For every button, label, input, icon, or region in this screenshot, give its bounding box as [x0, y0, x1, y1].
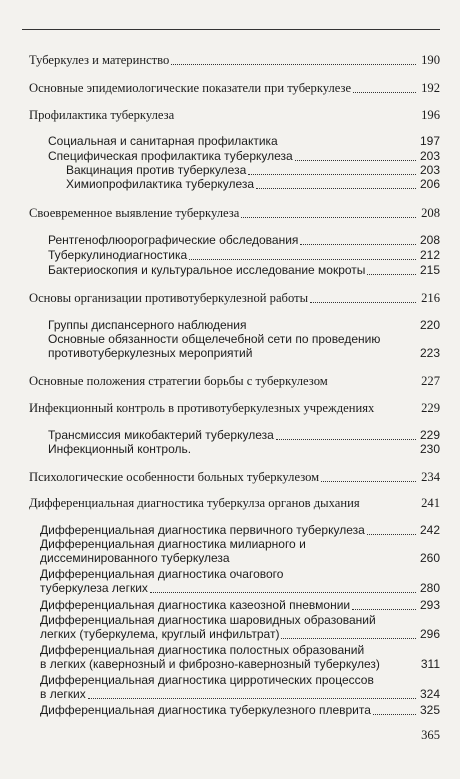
- dot-leader: [241, 216, 416, 218]
- toc-page-number: 223: [419, 346, 440, 360]
- toc-entry-title: Дифференциальная диагностика туберкулза органов дыхания: [29, 496, 360, 510]
- toc-entry-title: Основы организации противотуберкулезной работы: [29, 291, 309, 305]
- toc-entry-title: диссеминированного туберкулеза: [40, 551, 230, 565]
- toc-page-number: 293: [419, 598, 440, 612]
- toc-entry-title: Профилактика туберкулеза: [29, 108, 175, 122]
- toc-entry-title: Инфекционный контроль.: [48, 442, 192, 456]
- toc-entry-title: Своевременное выявление туберкулеза: [29, 206, 240, 220]
- toc-entry: [40, 567, 440, 595]
- toc-entry: [48, 233, 440, 247]
- top-rule: [22, 29, 440, 30]
- toc-entry: [29, 81, 440, 95]
- toc-entry: [48, 332, 440, 360]
- toc-entry-title: Специфическая профилактика туберкулеза: [48, 149, 293, 163]
- dot-leader: [276, 438, 416, 440]
- toc-entry: [29, 496, 440, 510]
- toc-entry: [66, 163, 440, 177]
- toc-page-number: 280: [419, 581, 440, 595]
- toc-page-number: 325: [419, 703, 440, 717]
- dot-leader: [256, 187, 416, 189]
- toc-page-number: 227: [421, 374, 440, 388]
- dot-leader: [376, 411, 416, 413]
- dot-leader: [248, 173, 416, 175]
- toc-entry-title: Трансмиссия микобактерий туберкулеза: [48, 428, 274, 442]
- toc-entry-title: Бактериоскопия и культуральное исследование мокроты: [48, 263, 366, 277]
- toc-entry-title: Дифференциальная диагностика полостных образований: [40, 643, 365, 657]
- dot-leader: [280, 144, 416, 146]
- toc-page-number: 197: [419, 134, 440, 148]
- dot-leader: [352, 608, 416, 610]
- dot-leader: [321, 480, 416, 482]
- toc-entry: [48, 134, 440, 148]
- toc-page-number: 190: [421, 53, 440, 67]
- toc-entry-title: Основные положения стратегии борьбы с туберкулезом: [29, 374, 328, 388]
- toc-entry-title: Дифференциальная диагностика шаровидных образований: [40, 613, 376, 627]
- toc-entry-title: Социальная и санитарная профилактика: [48, 134, 278, 148]
- toc-page-number: 296: [419, 627, 440, 641]
- dot-leader: [176, 118, 416, 120]
- toc-entry-title: Основные эпидемиологические показатели при туберкулезе: [29, 81, 352, 95]
- toc-entry-title: Группы диспансерного наблюдения: [48, 318, 247, 332]
- toc-entry-title: Туберкулинодиагностика: [48, 248, 188, 262]
- toc-entry: [66, 177, 440, 191]
- toc-entry: [48, 318, 440, 332]
- toc-entry: [40, 613, 440, 641]
- toc-entry-title: Дифференциальная диагностика туберкулезного плеврита: [40, 703, 371, 717]
- toc-page-number: 311: [420, 657, 440, 671]
- dot-leader: [254, 356, 416, 358]
- toc-page-number: 242: [419, 523, 440, 537]
- toc-entry-title: Инфекционный контроль в противотуберкулезных учреждениях: [29, 401, 375, 415]
- toc-entry-title: Вакцинация против туберкулеза: [66, 163, 247, 177]
- toc-entry-title: Дифференциальная диагностика первичного туберкулеза: [40, 523, 365, 537]
- toc-entry: [40, 598, 440, 612]
- toc-entry: [40, 523, 440, 537]
- toc-page-number: 324: [419, 687, 440, 701]
- dot-leader: [310, 301, 416, 303]
- toc-entry-title: туберкулеза легких: [40, 581, 148, 595]
- toc-entry-title: Дифференциальная диагностика цирротических процессов: [40, 673, 374, 687]
- toc-entry-title: в легких (кавернозный и фиброзно-кавернозный туберкулез): [40, 657, 380, 671]
- dot-leader: [367, 273, 416, 275]
- toc-page-number: 208: [421, 206, 440, 220]
- page-folio-number: 365: [421, 728, 440, 742]
- dot-leader: [367, 533, 416, 535]
- dot-leader: [248, 328, 416, 330]
- toc-page-number: 203: [419, 163, 440, 177]
- toc-entry-title: Психологические особенности больных туберкулезом: [29, 470, 320, 484]
- toc-entry: [40, 643, 440, 671]
- dot-leader: [171, 63, 416, 65]
- dot-leader: [373, 713, 416, 715]
- toc-page-number: 260: [419, 551, 440, 565]
- toc-page-number: 234: [421, 470, 440, 484]
- toc-entry-title: Дифференциальная диагностика очагового: [40, 567, 284, 581]
- toc-page-number: 203: [419, 149, 440, 163]
- toc-entry: [48, 428, 440, 442]
- toc-page-number: 241: [421, 496, 440, 510]
- toc-entry: [29, 470, 440, 484]
- toc-entry-title: Дифференциальная диагностика казеозной пневмонии: [40, 598, 351, 612]
- toc-page-number: 212: [419, 248, 440, 262]
- toc-entry: [48, 442, 440, 456]
- dot-leader: [353, 91, 416, 93]
- toc-entry: [29, 374, 440, 388]
- toc-page-number: 192: [421, 81, 440, 95]
- toc-entry: [29, 108, 440, 122]
- toc-entry: [40, 703, 440, 717]
- toc-page-number: 230: [419, 442, 440, 456]
- toc-page-number: 196: [421, 108, 440, 122]
- toc-entry: [29, 53, 440, 67]
- toc-page-number: 215: [419, 263, 440, 277]
- toc-entry: [40, 673, 440, 701]
- toc-entry-title: в легких: [40, 687, 86, 701]
- toc-page-number: 208: [419, 233, 440, 247]
- dot-leader: [232, 561, 416, 563]
- dot-leader: [382, 667, 416, 669]
- dot-leader: [150, 591, 416, 593]
- toc-entry-title: Туберкулез и материнство: [29, 53, 170, 67]
- toc-entry: [48, 248, 440, 262]
- toc-page-number: 216: [421, 291, 440, 305]
- toc-entry-title: Химиопрофилактика туберкулеза: [66, 177, 255, 191]
- toc-entry-title: Основные обязанности общелечебной сети по проведению: [48, 332, 381, 346]
- dot-leader: [88, 697, 416, 699]
- toc-page-number: 206: [419, 177, 440, 191]
- toc-entry-title: легких (туберкулема, круглый инфильтрат): [40, 627, 280, 641]
- dot-leader: [330, 384, 416, 386]
- dot-leader: [193, 452, 416, 454]
- toc-entry-title: Рентгенофлюорографические обследования: [48, 233, 299, 247]
- toc-entry: [29, 401, 440, 415]
- dot-leader: [281, 637, 416, 639]
- toc-entry-title: противотуберкулезных мероприятий: [48, 346, 253, 360]
- toc-entry: [48, 149, 440, 163]
- toc-entry: [29, 206, 440, 220]
- toc-page-number: 229: [421, 401, 440, 415]
- toc-entry: [48, 263, 440, 277]
- toc-entry: [29, 291, 440, 305]
- toc-page-number: 220: [419, 318, 440, 332]
- dot-leader: [362, 506, 416, 508]
- dot-leader: [300, 243, 416, 245]
- dot-leader: [189, 258, 416, 260]
- dot-leader: [295, 159, 416, 161]
- toc-entry: [40, 537, 440, 565]
- toc-page-number: 229: [419, 428, 440, 442]
- toc-entry-title: Дифференциальная диагностика милиарного и: [40, 537, 306, 551]
